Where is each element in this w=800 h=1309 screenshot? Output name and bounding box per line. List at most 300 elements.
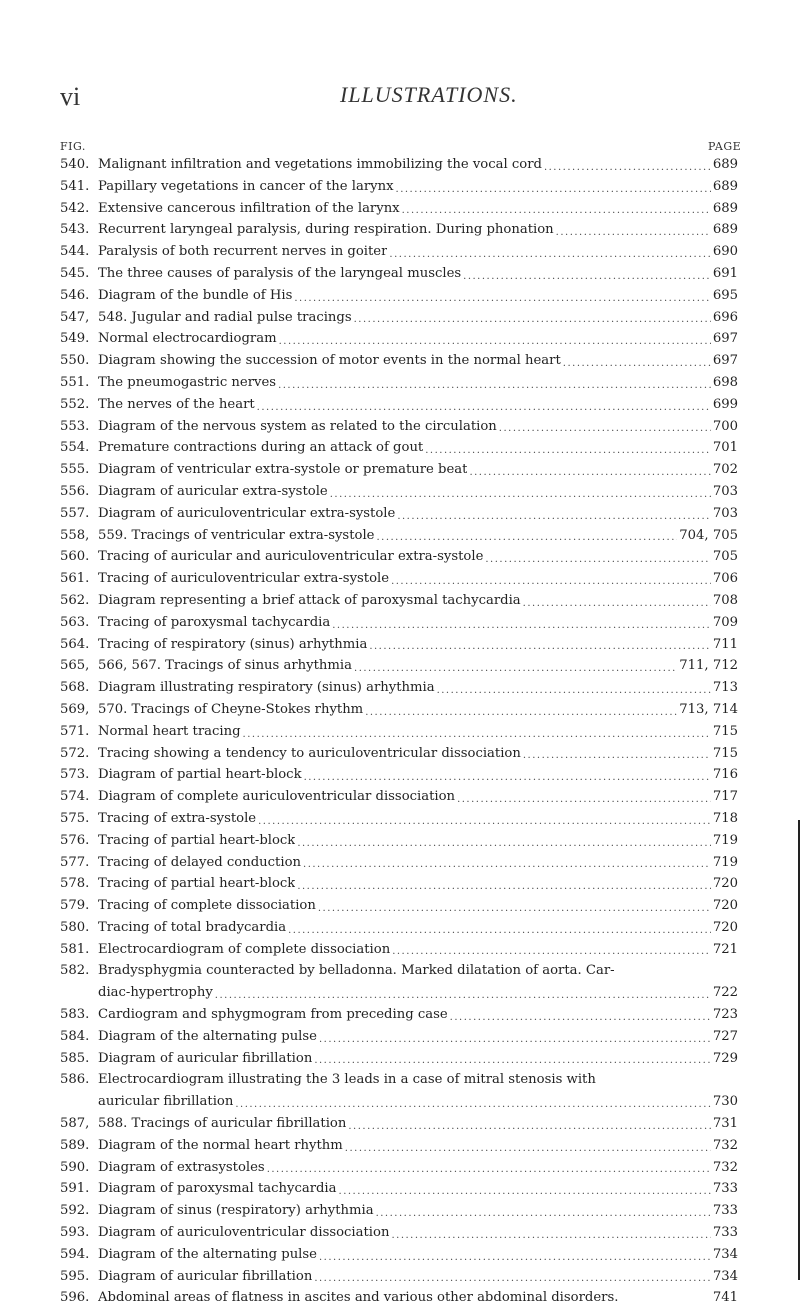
dot-leader bbox=[425, 437, 711, 459]
dot-leader bbox=[319, 1026, 711, 1048]
figure-number: 593. bbox=[60, 1225, 90, 1241]
dot-leader bbox=[243, 721, 711, 743]
figure-title: 588. Tracings of auricular fibrillation bbox=[98, 1116, 347, 1132]
list-item bbox=[60, 960, 738, 1004]
dot-leader bbox=[450, 1004, 711, 1026]
dot-leader bbox=[288, 917, 711, 939]
dot-leader bbox=[391, 568, 711, 590]
entry-line bbox=[60, 525, 738, 547]
list-item bbox=[60, 1178, 738, 1200]
figure-number: 547, bbox=[60, 309, 90, 325]
page-reference: 719 bbox=[712, 854, 738, 870]
list-item bbox=[60, 1135, 738, 1157]
list-item bbox=[60, 590, 738, 612]
figure-title: Diagram of auriculoventricular dissociation bbox=[98, 1225, 390, 1241]
page-reference: 711 bbox=[712, 636, 738, 652]
figure-title: 566, 567. Tracings of sinus arhythmia bbox=[98, 658, 353, 674]
entry-line bbox=[60, 1135, 738, 1157]
list-item bbox=[60, 307, 738, 329]
dot-leader bbox=[523, 743, 711, 765]
figure-title: Diagram of auricular fibrillation bbox=[98, 1268, 313, 1284]
page-number: vi bbox=[60, 82, 81, 111]
figure-title: Tracing of delayed conduction bbox=[98, 854, 302, 870]
dot-leader bbox=[297, 873, 711, 895]
figure-title: Malignant infiltration and vegetations immobilizing the vocal cord bbox=[98, 157, 542, 172]
page-reference: 732 bbox=[712, 1159, 738, 1175]
figure-number: 577. bbox=[60, 854, 90, 870]
figure-number: 582. bbox=[60, 963, 90, 979]
entry-continuation-line bbox=[60, 1091, 738, 1113]
list-item bbox=[60, 372, 738, 394]
dot-leader bbox=[392, 939, 711, 961]
figure-title: Tracing of extra-systole bbox=[98, 810, 257, 826]
figure-title: Diagram of the normal heart rhythm bbox=[98, 1137, 343, 1153]
figure-title: Cardiogram and sphygmogram from preceding case bbox=[98, 1007, 448, 1023]
dot-leader bbox=[345, 1135, 711, 1157]
page-reference: 713 bbox=[712, 680, 738, 696]
figure-title: Tracing of partial heart-block bbox=[98, 876, 296, 892]
list-item bbox=[60, 176, 738, 198]
list-item bbox=[60, 786, 738, 808]
entry-line bbox=[60, 634, 738, 656]
figure-title: Diagram of ventricular extra-systole or premature beat bbox=[98, 462, 468, 478]
figure-title: Normal heart tracing bbox=[98, 723, 241, 739]
figure-number: 573. bbox=[60, 767, 90, 783]
page-reference: 689 bbox=[712, 200, 738, 216]
figure-number: 569, bbox=[60, 701, 90, 717]
figure-number: 555. bbox=[60, 462, 90, 478]
list-item bbox=[60, 721, 738, 743]
figure-number: 579. bbox=[60, 898, 90, 914]
figure-number: 551. bbox=[60, 374, 90, 390]
dot-leader bbox=[235, 1091, 710, 1113]
list-item bbox=[60, 1048, 738, 1070]
figure-title: Diagram of auricular extra-systole bbox=[98, 483, 328, 499]
dot-leader bbox=[303, 852, 711, 874]
figure-number: 574. bbox=[60, 789, 90, 805]
figure-number: 556. bbox=[60, 483, 90, 499]
entry-line bbox=[60, 176, 738, 198]
figure-number: 552. bbox=[60, 396, 90, 412]
list-item bbox=[60, 1200, 738, 1222]
list-item bbox=[60, 1287, 738, 1309]
list-item bbox=[60, 459, 738, 481]
list-item bbox=[60, 263, 738, 285]
page-reference: 698 bbox=[712, 374, 738, 390]
entry-line bbox=[60, 503, 738, 525]
dot-leader bbox=[376, 525, 677, 547]
dot-leader bbox=[391, 1222, 710, 1244]
page-reference: 706 bbox=[712, 571, 738, 587]
figure-number: 578. bbox=[60, 876, 90, 892]
entry-line bbox=[60, 350, 738, 372]
list-item bbox=[60, 1157, 738, 1179]
figure-number: 572. bbox=[60, 745, 90, 761]
list-item bbox=[60, 198, 738, 220]
entry-line bbox=[60, 154, 738, 176]
dot-leader bbox=[389, 241, 710, 263]
list-item bbox=[60, 1244, 738, 1266]
dot-leader bbox=[332, 612, 711, 634]
figure-number: 571. bbox=[60, 723, 90, 739]
list-item bbox=[60, 1266, 738, 1288]
figure-number: 545. bbox=[60, 265, 90, 281]
list-item bbox=[60, 1026, 738, 1048]
page-reference: 733 bbox=[712, 1225, 738, 1241]
fig-column-heading: FIG. bbox=[60, 140, 86, 153]
list-item bbox=[60, 481, 738, 503]
page-reference: 730 bbox=[712, 1094, 738, 1110]
page-reference: 691 bbox=[712, 265, 738, 281]
list-item bbox=[60, 895, 738, 917]
page-reference: 715 bbox=[712, 723, 738, 739]
figure-number: 590. bbox=[60, 1159, 90, 1175]
figure-title: Abdominal areas of flatness in ascites and various other abdominal disorders. bbox=[98, 1290, 619, 1306]
figure-title: Bradysphygmia counteracted by belladonna. Marked dilatation of aorta. Car- bbox=[98, 963, 615, 979]
figure-title: Tracing of complete dissociation bbox=[98, 898, 316, 914]
list-item bbox=[60, 873, 738, 895]
list-item bbox=[60, 1113, 738, 1135]
entry-line bbox=[60, 546, 738, 568]
entry-line bbox=[60, 285, 738, 307]
page-reference: 720 bbox=[712, 898, 738, 914]
figure-title-continuation: auricular fibrillation bbox=[98, 1094, 234, 1110]
entry-line bbox=[60, 1026, 738, 1048]
dot-leader bbox=[354, 307, 711, 329]
page-reference: 689 bbox=[712, 178, 738, 194]
page-reference: 721 bbox=[712, 941, 738, 957]
entry-line bbox=[60, 568, 738, 590]
figure-number: 594. bbox=[60, 1246, 90, 1262]
figure-title: Diagram of auriculoventricular extra-systole bbox=[98, 505, 396, 521]
figure-number: 586. bbox=[60, 1072, 90, 1088]
entry-line bbox=[60, 241, 738, 263]
dot-leader bbox=[314, 1266, 711, 1288]
figure-title: Electrocardiogram illustrating the 3 leads in a case of mitral stenosis with bbox=[98, 1072, 596, 1088]
page-reference: 734 bbox=[712, 1246, 738, 1262]
illustrations-list bbox=[60, 154, 738, 1309]
figure-title: Tracing of auriculoventricular extra-systole bbox=[98, 571, 390, 587]
page-reference: 741 bbox=[712, 1290, 738, 1306]
figure-number: 549. bbox=[60, 331, 90, 347]
figure-title: Diagram of extrasystoles bbox=[98, 1159, 265, 1175]
running-head: ILLUSTRATIONS. bbox=[340, 82, 518, 107]
figure-number: 580. bbox=[60, 919, 90, 935]
list-item bbox=[60, 219, 738, 241]
dot-leader bbox=[463, 263, 711, 285]
dot-leader bbox=[544, 154, 711, 176]
figure-title: Diagram of the bundle of His bbox=[98, 287, 293, 303]
entry-line bbox=[60, 808, 738, 830]
figure-title: Diagram of complete auriculoventricular dissociation bbox=[98, 789, 456, 805]
entry-line bbox=[60, 372, 738, 394]
page-reference: 703 bbox=[712, 483, 738, 499]
figure-number: 563. bbox=[60, 614, 90, 630]
page-reference: 734 bbox=[712, 1268, 738, 1284]
entry-line bbox=[60, 1157, 738, 1179]
figure-number: 589. bbox=[60, 1137, 90, 1153]
figure-number: 553. bbox=[60, 418, 90, 434]
list-item bbox=[60, 285, 738, 307]
entry-line bbox=[60, 481, 738, 503]
dot-leader bbox=[348, 1113, 710, 1135]
entry-line bbox=[60, 873, 738, 895]
entry-line bbox=[60, 830, 738, 852]
figure-number: 560. bbox=[60, 549, 90, 565]
figure-title: Electrocardiogram of complete dissociation bbox=[98, 941, 391, 957]
dot-leader bbox=[297, 830, 711, 852]
list-item bbox=[60, 1004, 738, 1026]
page-reference: 722 bbox=[712, 985, 738, 1001]
list-item bbox=[60, 568, 738, 590]
list-item bbox=[60, 852, 738, 874]
figure-title: 559. Tracings of ventricular extra-systole bbox=[98, 527, 375, 543]
figure-title: 548. Jugular and radial pulse tracings bbox=[98, 309, 352, 325]
list-item bbox=[60, 917, 738, 939]
dot-leader bbox=[499, 416, 711, 438]
entry-line bbox=[60, 699, 738, 721]
page-reference: 727 bbox=[712, 1028, 738, 1044]
dot-leader bbox=[437, 677, 711, 699]
entry-line bbox=[60, 895, 738, 917]
figure-title: Recurrent laryngeal paralysis, during respiration. During phonation bbox=[98, 222, 554, 238]
entry-line bbox=[60, 939, 738, 961]
page-reference: 716 bbox=[712, 767, 738, 783]
list-item bbox=[60, 328, 738, 350]
page-reference: 695 bbox=[712, 287, 738, 303]
entry-line bbox=[60, 721, 738, 743]
entry-line bbox=[60, 960, 738, 982]
figure-title: 570. Tracings of Cheyne-Stokes rhythm bbox=[98, 701, 364, 717]
dot-leader bbox=[523, 590, 711, 612]
figure-number: 568. bbox=[60, 680, 90, 696]
entry-line bbox=[60, 764, 738, 786]
entry-line bbox=[60, 416, 738, 438]
figure-number: 561. bbox=[60, 571, 90, 587]
dot-leader bbox=[318, 895, 711, 917]
dot-leader bbox=[563, 350, 711, 372]
entry-line bbox=[60, 677, 738, 699]
figure-title: Tracing of auricular and auriculoventricular extra-systole bbox=[98, 549, 484, 565]
dot-leader bbox=[397, 503, 711, 525]
figure-number: 565, bbox=[60, 658, 90, 674]
entry-line bbox=[60, 655, 738, 677]
figure-number: 595. bbox=[60, 1268, 90, 1284]
page-reference: 708 bbox=[712, 592, 738, 608]
figure-title: Diagram of sinus (respiratory) arhythmia bbox=[98, 1203, 374, 1219]
figure-number: 554. bbox=[60, 440, 90, 456]
figure-title: Diagram of the alternating pulse bbox=[98, 1028, 317, 1044]
page-reference: 709 bbox=[712, 614, 738, 630]
figure-number: 541. bbox=[60, 178, 90, 194]
page-reference: 731 bbox=[712, 1116, 738, 1132]
list-item bbox=[60, 808, 738, 830]
figure-number: 543. bbox=[60, 222, 90, 238]
dot-leader bbox=[354, 655, 677, 677]
entry-line bbox=[60, 394, 738, 416]
entry-line bbox=[60, 263, 738, 285]
entry-continuation-line bbox=[60, 982, 738, 1004]
page-reference: 697 bbox=[712, 331, 738, 347]
page-reference: 696 bbox=[712, 309, 738, 325]
dot-leader bbox=[457, 786, 711, 808]
page-column-heading: PAGE bbox=[708, 140, 742, 153]
figure-title-continuation: diac-hypertrophy bbox=[98, 985, 213, 1001]
entry-line bbox=[60, 1069, 738, 1091]
figure-number: 546. bbox=[60, 287, 90, 303]
dot-leader bbox=[365, 699, 677, 721]
figure-title: The pneumogastric nerves bbox=[98, 374, 277, 390]
page-reference: 700 bbox=[712, 418, 738, 434]
page-reference: 705 bbox=[712, 549, 738, 565]
figure-number: 591. bbox=[60, 1181, 90, 1197]
list-item bbox=[60, 699, 738, 721]
dot-leader bbox=[402, 198, 711, 220]
figure-title: Diagram representing a brief attack of paroxysmal tachycardia bbox=[98, 592, 521, 608]
list-item bbox=[60, 1069, 738, 1113]
page-reference: 690 bbox=[712, 244, 738, 260]
list-item bbox=[60, 154, 738, 176]
list-item bbox=[60, 939, 738, 961]
figure-title: Tracing of partial heart-block bbox=[98, 832, 296, 848]
list-item bbox=[60, 350, 738, 372]
list-item bbox=[60, 525, 738, 547]
dot-leader bbox=[485, 546, 710, 568]
entry-line bbox=[60, 786, 738, 808]
entry-line bbox=[60, 1178, 738, 1200]
figure-title: Diagram of paroxysmal tachycardia bbox=[98, 1181, 337, 1197]
entry-line bbox=[60, 1244, 738, 1266]
dot-leader bbox=[469, 459, 710, 481]
figure-title: Diagram of the nervous system as related to the circulation bbox=[98, 418, 497, 434]
list-item bbox=[60, 743, 738, 765]
list-item bbox=[60, 241, 738, 263]
figure-title: Tracing showing a tendency to auriculoventricular dissociation bbox=[98, 745, 521, 761]
figure-number: 583. bbox=[60, 1007, 90, 1023]
list-item bbox=[60, 503, 738, 525]
list-item bbox=[60, 764, 738, 786]
page-reference: 733 bbox=[712, 1203, 738, 1219]
entry-line bbox=[60, 612, 738, 634]
dot-leader bbox=[556, 219, 711, 241]
dot-leader bbox=[396, 176, 711, 198]
figure-title: Extensive cancerous infiltration of the larynx bbox=[98, 200, 400, 216]
dot-leader bbox=[319, 1244, 711, 1266]
figure-title: Diagram showing the succession of motor events in the normal heart bbox=[98, 353, 561, 369]
figure-number: 584. bbox=[60, 1028, 90, 1044]
entry-line bbox=[60, 852, 738, 874]
entry-line bbox=[60, 459, 738, 481]
list-item bbox=[60, 1222, 738, 1244]
page-reference: 699 bbox=[712, 396, 738, 412]
page-reference: 689 bbox=[712, 157, 738, 172]
entry-line bbox=[60, 198, 738, 220]
page-reference: 711, 712 bbox=[679, 658, 738, 674]
list-item bbox=[60, 612, 738, 634]
list-item bbox=[60, 677, 738, 699]
figure-number: 585. bbox=[60, 1050, 90, 1066]
page-reference: 713, 714 bbox=[679, 701, 738, 717]
dot-leader bbox=[258, 808, 711, 830]
list-item bbox=[60, 634, 738, 656]
figure-number: 581. bbox=[60, 941, 90, 957]
entry-line bbox=[60, 1287, 738, 1309]
figure-title: Diagram of auricular fibrillation bbox=[98, 1050, 313, 1066]
page-reference: 702 bbox=[712, 462, 738, 478]
entry-line bbox=[60, 1222, 738, 1244]
page-reference: 729 bbox=[712, 1050, 738, 1066]
page-reference: 701 bbox=[712, 440, 738, 456]
figure-number: 596. bbox=[60, 1290, 90, 1306]
figure-title: The three causes of paralysis of the laryngeal muscles bbox=[98, 265, 462, 281]
page-reference: 715 bbox=[712, 745, 738, 761]
figure-title: Diagram illustrating respiratory (sinus) arhythmia bbox=[98, 680, 435, 696]
figure-title: Tracing of respiratory (sinus) arhythmia bbox=[98, 636, 368, 652]
figure-title: Diagram of partial heart-block bbox=[98, 767, 302, 783]
figure-title: Papillary vegetations in cancer of the larynx bbox=[98, 178, 394, 194]
figure-title: Normal electrocardiogram bbox=[98, 331, 277, 347]
figure-number: 575. bbox=[60, 810, 90, 826]
dot-leader bbox=[294, 285, 710, 307]
figure-number: 550. bbox=[60, 353, 90, 369]
entry-line bbox=[60, 743, 738, 765]
figure-title: Premature contractions during an attack of gout bbox=[98, 440, 424, 456]
dot-leader bbox=[279, 328, 711, 350]
page-reference: 704, 705 bbox=[679, 527, 738, 543]
figure-number: 542. bbox=[60, 200, 90, 216]
page-reference: 697 bbox=[712, 353, 738, 369]
list-item bbox=[60, 416, 738, 438]
page-reference: 720 bbox=[712, 876, 738, 892]
entry-line bbox=[60, 1200, 738, 1222]
page-reference: 719 bbox=[712, 832, 738, 848]
list-item bbox=[60, 394, 738, 416]
entry-line bbox=[60, 437, 738, 459]
entry-line bbox=[60, 1048, 738, 1070]
page-reference: 717 bbox=[712, 789, 738, 805]
figure-number: 576. bbox=[60, 832, 90, 848]
page-reference: 733 bbox=[712, 1181, 738, 1197]
page-reference: 718 bbox=[712, 810, 738, 826]
list-item bbox=[60, 655, 738, 677]
figure-number: 592. bbox=[60, 1203, 90, 1219]
dot-leader bbox=[267, 1157, 711, 1179]
dot-leader bbox=[339, 1178, 711, 1200]
figure-number: 544. bbox=[60, 244, 90, 260]
entry-line bbox=[60, 590, 738, 612]
figure-number: 558, bbox=[60, 527, 90, 543]
figure-number: 540. bbox=[60, 157, 90, 172]
list-item bbox=[60, 437, 738, 459]
figure-number: 587, bbox=[60, 1116, 90, 1132]
entry-line bbox=[60, 917, 738, 939]
entry-line bbox=[60, 1266, 738, 1288]
dot-leader bbox=[215, 982, 711, 1004]
figure-title: The nerves of the heart bbox=[98, 396, 255, 412]
page-reference: 703 bbox=[712, 505, 738, 521]
figure-title: Paralysis of both recurrent nerves in goiter bbox=[98, 244, 388, 260]
figure-title: Diagram of the alternating pulse bbox=[98, 1246, 317, 1262]
figure-number: 564. bbox=[60, 636, 90, 652]
entry-line bbox=[60, 1004, 738, 1026]
dot-leader bbox=[376, 1200, 711, 1222]
page-reference: 720 bbox=[712, 919, 738, 935]
dot-leader bbox=[369, 634, 711, 656]
dot-leader bbox=[330, 481, 711, 503]
list-item bbox=[60, 546, 738, 568]
dot-leader bbox=[314, 1048, 711, 1070]
page-reference: 732 bbox=[712, 1137, 738, 1153]
